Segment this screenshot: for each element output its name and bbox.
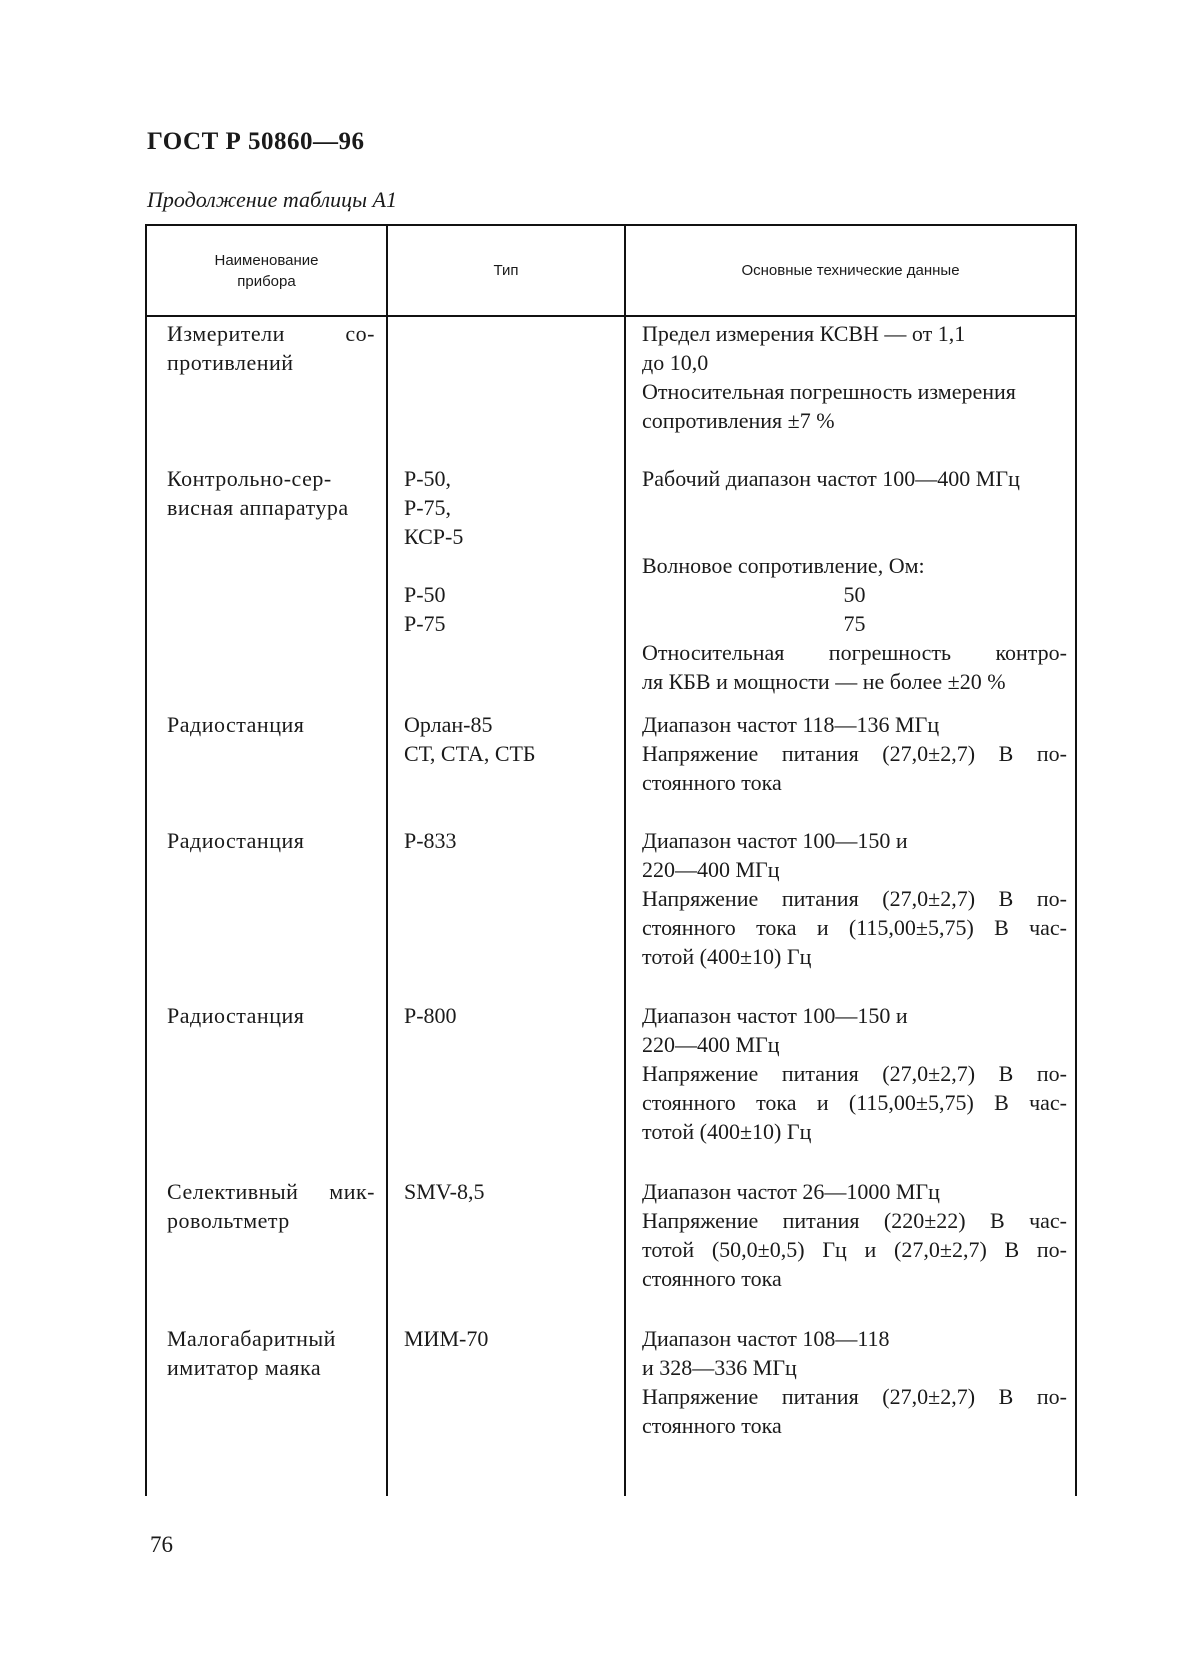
equipment-table	[145, 224, 1077, 1496]
name-line: Радиостанция	[167, 712, 305, 737]
row-type	[404, 464, 614, 638]
page-number: 76	[150, 1532, 173, 1557]
name-line: ровольтметр	[167, 1208, 290, 1233]
spec-line: стоянного тока	[642, 770, 782, 795]
row-device-name	[167, 464, 375, 522]
header-specs: Основные технические данные	[741, 262, 960, 279]
row-specs	[642, 826, 1067, 971]
spec-line: тотой (400±10) Гц	[642, 944, 812, 969]
header-name	[147, 226, 386, 315]
spec-spacer	[642, 522, 1067, 551]
spec-line: Напряжение питания (220±22) В час-	[642, 1208, 1067, 1233]
type-line: Р-75,	[404, 495, 452, 520]
spec-line: Напряжение питания (27,0±2,7) В по-	[642, 741, 1067, 766]
name-line: Радиостанция	[167, 828, 305, 853]
row-device-name	[167, 1177, 375, 1235]
type-line: SMV-8,5	[404, 1179, 485, 1204]
column-divider-1	[386, 226, 388, 1496]
name-line: имитатор маяка	[167, 1355, 322, 1380]
spec-line: Диапазон частот 118—136 МГц	[642, 712, 940, 737]
type-line: Орлан-85	[404, 712, 493, 737]
row-specs	[642, 710, 1067, 797]
spec-line: Диапазон частот 100—150 и	[642, 828, 908, 853]
spec-line: Напряжение питания (27,0±2,7) В по-	[642, 886, 1067, 911]
spec-line: Напряжение питания (27,0±2,7) В по-	[642, 1061, 1067, 1086]
spec-line: Волновое сопротивление, Ом:	[642, 553, 925, 578]
spec-line: Относительная погрешность контро-	[642, 640, 1067, 665]
spec-line: и 328—336 МГц	[642, 1355, 797, 1380]
spec-value-75: 75	[843, 611, 866, 636]
name-line: висная аппаратура	[167, 495, 349, 520]
spec-line: Диапазон частот 26—1000 МГц	[642, 1179, 940, 1204]
row-device-name	[167, 826, 375, 855]
row-specs	[642, 1177, 1067, 1293]
row-specs	[642, 464, 1067, 696]
table-caption: Продолжение таблицы А1	[147, 187, 397, 212]
name-line: Измерители со-	[167, 321, 375, 346]
spec-line: ля КБВ и мощности — не более ±20 %	[642, 669, 1006, 694]
type-line: Р-833	[404, 828, 457, 853]
name-line: Контрольно-сер-	[167, 466, 332, 491]
type-line: Р-50,	[404, 466, 452, 491]
table-border-left	[145, 226, 147, 1496]
row-type	[404, 710, 614, 768]
spec-line: стоянного тока и (115,00±5,75) В час-	[642, 915, 1067, 940]
name-line: Радиостанция	[167, 1003, 305, 1028]
type-spacer	[404, 551, 614, 580]
column-divider-2	[624, 226, 626, 1496]
header-name-line: Наименование	[214, 251, 319, 269]
row-type	[404, 1001, 614, 1030]
type-line: МИМ-70	[404, 1326, 489, 1351]
table-border-right	[1075, 226, 1077, 1496]
spec-line: Относительная погрешность измерения	[642, 379, 1016, 404]
spec-line: 220—400 МГц	[642, 857, 780, 882]
spec-spacer	[642, 493, 1067, 522]
spec-line: до 10,0	[642, 350, 709, 375]
spec-line: тотой (400±10) Гц	[642, 1119, 812, 1144]
spec-line: стоянного тока	[642, 1266, 782, 1291]
spec-line: Диапазон частот 100—150 и	[642, 1003, 908, 1028]
type-line: Р-75	[404, 611, 446, 636]
header-type: Тип	[493, 262, 519, 279]
type-line: СТ, СТА, СТБ	[404, 741, 536, 766]
row-device-name	[167, 1324, 375, 1382]
type-line: Р-50	[404, 582, 446, 607]
spec-line: сопротивления ±7 %	[642, 408, 835, 433]
spec-line: 220—400 МГц	[642, 1032, 780, 1057]
row-device-name	[167, 319, 375, 377]
spec-line: Рабочий диапазон частот 100—400 МГц	[642, 466, 1020, 491]
spec-line: Диапазон частот 108—118	[642, 1326, 890, 1351]
spec-line: Напряжение питания (27,0±2,7) В по-	[642, 1384, 1067, 1409]
name-line: противлений	[167, 350, 294, 375]
row-type	[404, 826, 614, 855]
spec-line: тотой (50,0±0,5) Гц и (27,0±2,7) В по-	[642, 1237, 1067, 1262]
spec-line: стоянного тока	[642, 1413, 782, 1438]
name-line: Селективный мик-	[167, 1179, 375, 1204]
row-type	[404, 1177, 614, 1206]
row-specs	[642, 1324, 1067, 1440]
row-device-name	[167, 1001, 375, 1030]
spec-value-50: 50	[843, 582, 866, 607]
row-specs	[642, 1001, 1067, 1146]
row-specs	[642, 319, 1067, 435]
spec-line: Предел измерения КСВН — от 1,1	[642, 321, 966, 346]
document-code: ГОСТ Р 50860—96	[147, 128, 365, 155]
header-rule	[145, 315, 1077, 317]
spec-line: стоянного тока и (115,00±5,75) В час-	[642, 1090, 1067, 1115]
header-name-line: прибора	[237, 272, 296, 290]
type-line: КСР-5	[404, 524, 464, 549]
row-device-name	[167, 710, 375, 739]
row-type	[404, 1324, 614, 1353]
type-line: Р-800	[404, 1003, 457, 1028]
name-line: Малогабаритный	[167, 1326, 336, 1351]
